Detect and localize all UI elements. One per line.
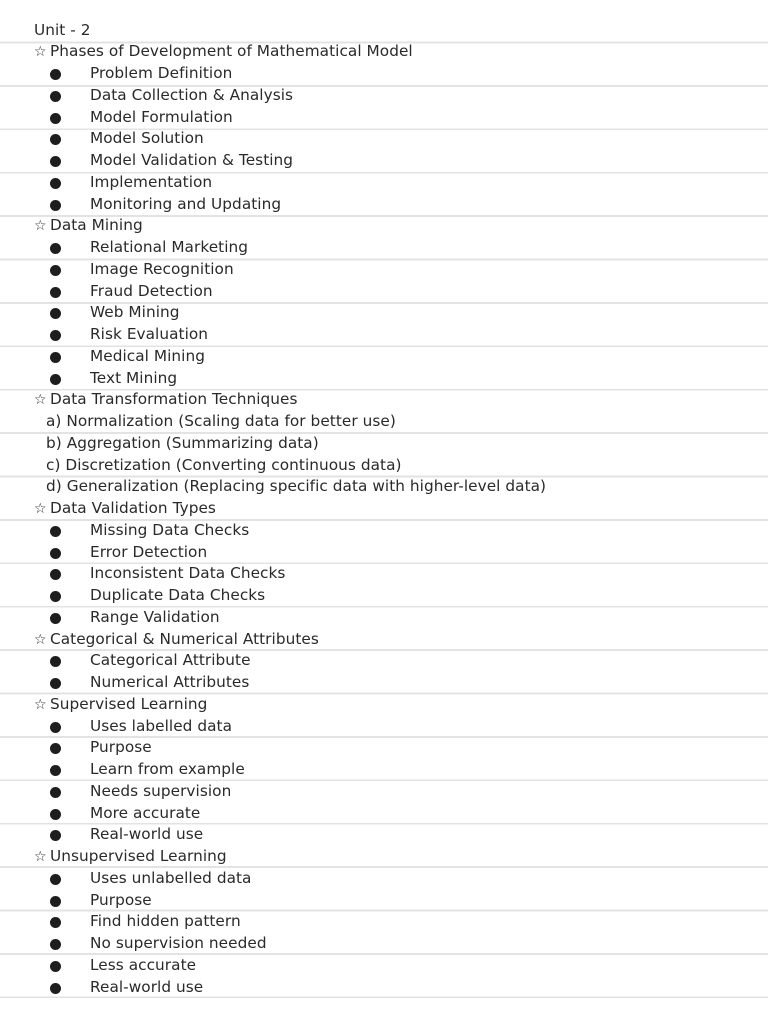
bullet-icon (50, 526, 61, 537)
list-item (0, 542, 768, 564)
section-heading-text: Categorical & Numerical Attributes (50, 629, 319, 648)
list-item (0, 194, 768, 216)
list-item-text: Monitoring and Updating (90, 194, 282, 213)
list-item (0, 520, 768, 542)
list-item-text: Image Recognition (90, 259, 234, 278)
list-item (0, 85, 768, 107)
bullet-icon (50, 352, 61, 363)
bullet-icon (50, 374, 61, 385)
section-heading (0, 498, 768, 520)
list-item-text: Error Detection (90, 542, 208, 561)
list-item-text: Text Mining (90, 368, 178, 387)
bullet-icon (50, 743, 61, 754)
list-item (0, 759, 768, 781)
list-item (0, 128, 768, 150)
list-item (0, 63, 768, 85)
list-item-text: Model Formulation (90, 107, 233, 126)
list-item-text: Real-world use (90, 977, 204, 996)
bullet-icon (50, 874, 61, 885)
list-item-text: Problem Definition (90, 64, 233, 83)
bullet-icon (50, 156, 61, 167)
list-item (0, 911, 768, 933)
bullet-icon (50, 939, 61, 950)
list-item-text: Find hidden pattern (90, 912, 241, 931)
lettered-item: a) Normalization (Scaling data for better use) (46, 412, 396, 431)
list-item (0, 781, 768, 803)
list-item-text: Implementation (90, 172, 213, 191)
list-item-text: Uses unlabelled data (90, 868, 252, 887)
bullet-icon (50, 961, 61, 972)
list-item (0, 259, 768, 281)
bullet-icon (50, 265, 61, 276)
list-item-text: No supervision needed (90, 934, 267, 953)
bullet-icon (50, 200, 61, 211)
bullet-icon (50, 656, 61, 667)
bullet-icon (50, 134, 61, 145)
bullet-icon (50, 678, 61, 689)
list-item (0, 650, 768, 672)
lettered-item: b) Aggregation (Summarizing data) (46, 433, 319, 452)
section-heading-text: Data Transformation Techniques (50, 390, 298, 409)
star-outline-icon: ☆ (34, 631, 47, 648)
list-item (0, 368, 768, 390)
bullet-icon (50, 308, 61, 319)
section-heading-text: Data Mining (50, 216, 143, 235)
list-item-text: Needs supervision (90, 781, 232, 800)
list-item-text: Medical Mining (90, 346, 205, 365)
section-heading (0, 389, 768, 411)
list-item (0, 585, 768, 607)
list-item-text: Learn from example (90, 760, 245, 779)
bullet-icon (50, 178, 61, 189)
list-item (0, 977, 768, 999)
section-heading-text: Data Validation Types (50, 499, 216, 518)
list-item (0, 237, 768, 259)
list-item-text: More accurate (90, 803, 201, 822)
bullet-icon (50, 765, 61, 776)
list-item-text: Risk Evaluation (90, 325, 209, 344)
bullet-icon (50, 722, 61, 733)
list-item (0, 933, 768, 955)
section-heading (0, 215, 768, 237)
section-heading-text: Unsupervised Learning (50, 847, 227, 866)
list-item (0, 346, 768, 368)
list-item (0, 868, 768, 890)
list-item (0, 324, 768, 346)
list-item-text: Relational Marketing (90, 238, 249, 257)
star-outline-icon: ☆ (34, 44, 47, 61)
bullet-icon (50, 91, 61, 102)
star-outline-icon: ☆ (34, 696, 47, 713)
list-item-text: Purpose (90, 738, 152, 757)
list-item-text: Less accurate (90, 955, 197, 974)
list-item (0, 716, 768, 738)
bullet-icon (50, 569, 61, 580)
bullet-icon (50, 809, 61, 820)
bullet-icon (50, 69, 61, 80)
list-item-text: Duplicate Data Checks (90, 586, 266, 605)
list-item (0, 150, 768, 172)
bullet-icon (50, 917, 61, 928)
list-item (0, 607, 768, 629)
list-item (0, 563, 768, 585)
star-outline-icon: ☆ (34, 501, 47, 518)
list-item-text: Numerical Attributes (90, 673, 250, 692)
section-heading (0, 629, 768, 651)
page-title: Unit - 2 (34, 20, 91, 39)
bullet-icon (50, 243, 61, 254)
bullet-icon (50, 896, 61, 907)
section-heading-text: Supervised Learning (50, 694, 208, 713)
list-item-text: Web Mining (90, 303, 180, 322)
list-item (0, 672, 768, 694)
list-item-text: Model Solution (90, 129, 204, 148)
list-item (0, 737, 768, 759)
list-item-text: Fraud Detection (90, 281, 213, 300)
list-item-text: Data Collection & Analysis (90, 85, 294, 104)
list-item (0, 803, 768, 825)
list-item (0, 302, 768, 324)
list-item-text: Missing Data Checks (90, 520, 250, 539)
list-item-text: Uses labelled data (90, 716, 232, 735)
star-outline-icon: ☆ (34, 218, 47, 235)
star-outline-icon: ☆ (34, 392, 47, 409)
bullet-icon (50, 548, 61, 559)
bullet-icon (50, 830, 61, 841)
list-item-text: Inconsistent Data Checks (90, 564, 286, 583)
list-item-text: Model Validation & Testing (90, 151, 294, 170)
list-item-text: Purpose (90, 890, 152, 909)
list-item (0, 824, 768, 846)
list-item (0, 107, 768, 129)
section-heading (0, 694, 768, 716)
notes-body (0, 20, 768, 999)
list-item (0, 281, 768, 303)
bullet-icon (50, 591, 61, 602)
lettered-item: c) Discretization (Converting continuous data) (46, 455, 402, 474)
section-heading-text: Phases of Development of Mathematical Model (50, 42, 413, 61)
list-item-text: Real-world use (90, 825, 204, 844)
bullet-icon (50, 787, 61, 798)
list-item (0, 172, 768, 194)
lettered-item: d) Generalization (Replacing specific data with higher-level data) (46, 477, 547, 496)
section-heading (0, 41, 768, 63)
list-item-text: Range Validation (90, 607, 220, 626)
list-item-text: Categorical Attribute (90, 651, 251, 670)
bullet-icon (50, 983, 61, 994)
list-item (0, 955, 768, 977)
section-heading (0, 846, 768, 868)
bullet-icon (50, 330, 61, 341)
bullet-icon (50, 613, 61, 624)
bullet-icon (50, 113, 61, 124)
star-outline-icon: ☆ (34, 849, 47, 866)
bullet-icon (50, 287, 61, 298)
list-item (0, 890, 768, 912)
